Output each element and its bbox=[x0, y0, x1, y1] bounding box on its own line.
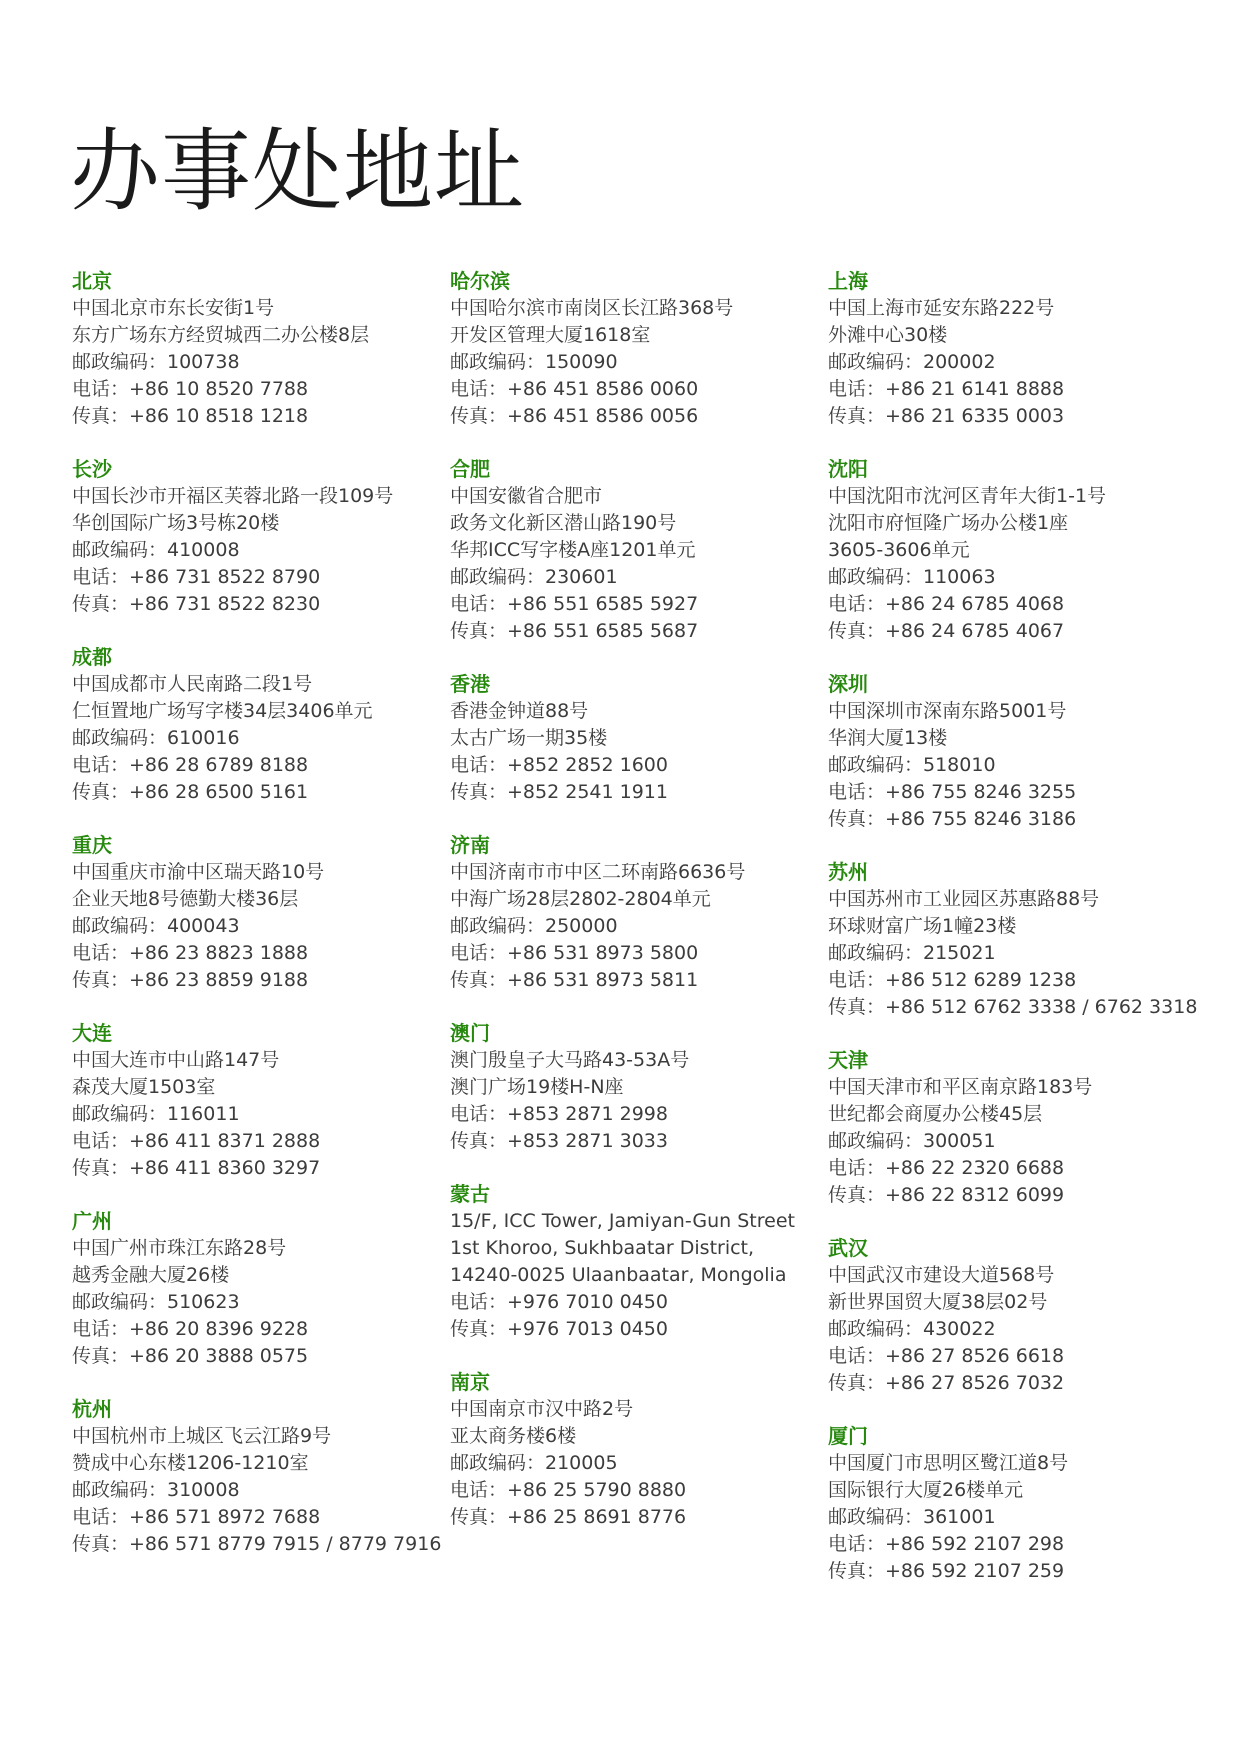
office-address-line: 邮政编码：250000 bbox=[450, 915, 618, 937]
office-address-line: 传真：+86 451 8586 0056 bbox=[450, 405, 699, 427]
office-address-line: 政务文化新区潜山路190号 bbox=[450, 512, 677, 534]
office-city-heading: 济南 bbox=[450, 833, 490, 857]
office-block bbox=[828, 1423, 1228, 1585]
office-address-line: 电话：+86 551 6585 5927 bbox=[450, 593, 699, 615]
office-block bbox=[450, 832, 810, 994]
office-address-line: 传真：+852 2541 1911 bbox=[450, 781, 668, 803]
office-address-line: 电话：+86 571 8972 7688 bbox=[72, 1506, 321, 1528]
office-block bbox=[72, 644, 432, 806]
office-address-line: 邮政编码：230601 bbox=[450, 566, 618, 588]
office-column-2 bbox=[450, 268, 810, 1557]
office-address-line: 电话：+86 20 8396 9228 bbox=[72, 1318, 309, 1340]
office-address-line: 华邦ICC写字楼A座1201单元 bbox=[450, 539, 696, 561]
office-address-line: 中国沈阳市沈河区青年大街1-1号 bbox=[828, 485, 1107, 507]
office-address-line: 电话：+86 25 5790 8880 bbox=[450, 1479, 687, 1501]
office-address-line: 邮政编码：116011 bbox=[72, 1103, 240, 1125]
office-address-line: 电话：+86 28 6789 8188 bbox=[72, 754, 309, 776]
office-city-heading: 澳门 bbox=[450, 1021, 490, 1045]
office-city-heading: 蒙古 bbox=[450, 1182, 490, 1206]
office-address-line: 传真：+86 20 3888 0575 bbox=[72, 1345, 309, 1367]
office-city-heading: 北京 bbox=[72, 269, 112, 293]
office-address-line: 邮政编码：110063 bbox=[828, 566, 996, 588]
office-address-line: 中国南京市汉中路2号 bbox=[450, 1398, 634, 1420]
office-address-line: 传真：+86 411 8360 3297 bbox=[72, 1157, 321, 1179]
office-address-line: 中国安徽省合肥市 bbox=[450, 485, 603, 507]
office-address-line: 邮政编码：510623 bbox=[72, 1291, 240, 1313]
office-address-line: 香港金钟道88号 bbox=[450, 700, 589, 722]
office-address-line: 邮政编码：300051 bbox=[828, 1130, 996, 1152]
office-address-line: 电话：+86 755 8246 3255 bbox=[828, 781, 1077, 803]
office-address-line: 邮政编码：100738 bbox=[72, 351, 240, 373]
office-address-line: 国际银行大厦26楼单元 bbox=[828, 1479, 1024, 1501]
office-address-line: 中国重庆市渝中区瑞天路10号 bbox=[72, 861, 325, 883]
office-address-line: 澳门广场19楼H-N座 bbox=[450, 1076, 624, 1098]
office-address-line: 中国大连市中山路147号 bbox=[72, 1049, 280, 1071]
office-block bbox=[72, 268, 432, 430]
office-city-heading: 广州 bbox=[72, 1209, 112, 1233]
office-block bbox=[72, 1396, 442, 1558]
office-address-line: 中国哈尔滨市南岗区长江路368号 bbox=[450, 297, 734, 319]
office-address-line: 电话：+86 21 6141 8888 bbox=[828, 378, 1065, 400]
office-address-line: 传真：+86 25 8691 8776 bbox=[450, 1506, 687, 1528]
office-address-line: 邮政编码：215021 bbox=[828, 942, 996, 964]
office-address-line: 邮政编码：400043 bbox=[72, 915, 240, 937]
office-block bbox=[828, 671, 1228, 833]
office-address-line: 森茂大厦1503室 bbox=[72, 1076, 216, 1098]
office-address-line: 3605-3606单元 bbox=[828, 539, 970, 561]
office-block bbox=[828, 268, 1228, 430]
office-address-line: 传真：+86 21 6335 0003 bbox=[828, 405, 1065, 427]
office-address-line: 传真：+976 7013 0450 bbox=[450, 1318, 668, 1340]
office-address-line: 电话：+86 731 8522 8790 bbox=[72, 566, 321, 588]
office-address-line: 传真：+86 23 8859 9188 bbox=[72, 969, 309, 991]
office-address-line: 邮政编码：200002 bbox=[828, 351, 996, 373]
office-city-heading: 大连 bbox=[72, 1021, 112, 1045]
office-address-line: 15/F, ICC Tower, Jamiyan-Gun Street bbox=[450, 1210, 795, 1232]
office-address-line: 邮政编码：210005 bbox=[450, 1452, 618, 1474]
office-address-line: 中国成都市人民南路二段1号 bbox=[72, 673, 313, 695]
office-city-heading: 哈尔滨 bbox=[450, 269, 510, 293]
office-city-heading: 天津 bbox=[828, 1048, 868, 1072]
office-address-line: 电话：+86 24 6785 4068 bbox=[828, 593, 1065, 615]
office-address-line: 仁恒置地广场写字楼34层3406单元 bbox=[72, 700, 373, 722]
office-address-line: 邮政编码：150090 bbox=[450, 351, 618, 373]
office-address-line: 中国天津市和平区南京路183号 bbox=[828, 1076, 1093, 1098]
office-address-line: 邮政编码：310008 bbox=[72, 1479, 240, 1501]
office-address-line: 开发区管理大厦1618室 bbox=[450, 324, 651, 346]
office-block bbox=[72, 1020, 432, 1182]
office-block bbox=[450, 456, 810, 645]
office-address-line: 传真：+86 28 6500 5161 bbox=[72, 781, 309, 803]
office-address-line: 传真：+86 755 8246 3186 bbox=[828, 808, 1077, 830]
office-address-line: 传真：+86 512 6762 3338 / 6762 3318 bbox=[828, 996, 1198, 1018]
office-address-line: 外滩中心30楼 bbox=[828, 324, 948, 346]
office-address-line: 东方广场东方经贸城西二办公楼8层 bbox=[72, 324, 370, 346]
office-address-line: 赞成中心东楼1206-1210室 bbox=[72, 1452, 309, 1474]
office-address-line: 14240-0025 Ulaanbaatar, Mongolia bbox=[450, 1264, 787, 1286]
office-address-line: 电话：+86 411 8371 2888 bbox=[72, 1130, 321, 1152]
office-address-line: 中国长沙市开福区芙蓉北路一段109号 bbox=[72, 485, 394, 507]
office-address-line: 太古广场一期35楼 bbox=[450, 727, 608, 749]
office-city-heading: 杭州 bbox=[72, 1397, 112, 1421]
office-address-line: 传真：+86 551 6585 5687 bbox=[450, 620, 699, 642]
office-address-line: 电话：+86 10 8520 7788 bbox=[72, 378, 309, 400]
office-address-line: 邮政编码：430022 bbox=[828, 1318, 996, 1340]
office-address-line: 电话：+86 27 8526 6618 bbox=[828, 1345, 1065, 1367]
office-address-line: 传真：+853 2871 3033 bbox=[450, 1130, 668, 1152]
office-address-line: 传真：+86 731 8522 8230 bbox=[72, 593, 321, 615]
office-address-line: 企业天地8号德勤大楼36层 bbox=[72, 888, 299, 910]
office-city-heading: 上海 bbox=[828, 269, 868, 293]
office-city-heading: 长沙 bbox=[72, 457, 112, 481]
office-address-line: 中国杭州市上城区飞云江路9号 bbox=[72, 1425, 332, 1447]
office-block bbox=[828, 1235, 1228, 1397]
office-address-line: 亚太商务楼6楼 bbox=[450, 1425, 577, 1447]
office-address-line: 环球财富广场1幢23楼 bbox=[828, 915, 1017, 937]
office-address-line: 华润大厦13楼 bbox=[828, 727, 948, 749]
office-city-heading: 南京 bbox=[450, 1370, 490, 1394]
office-block bbox=[72, 456, 432, 618]
office-block bbox=[72, 832, 432, 994]
office-address-line: 中海广场28层2802-2804单元 bbox=[450, 888, 711, 910]
office-city-heading: 武汉 bbox=[828, 1236, 868, 1260]
office-block bbox=[450, 1369, 810, 1531]
office-block bbox=[450, 268, 810, 430]
office-address-line: 邮政编码：361001 bbox=[828, 1506, 996, 1528]
office-address-line: 中国上海市延安东路222号 bbox=[828, 297, 1055, 319]
office-city-heading: 香港 bbox=[450, 672, 490, 696]
office-address-line: 中国广州市珠江东路28号 bbox=[72, 1237, 287, 1259]
office-city-heading: 苏州 bbox=[828, 860, 868, 884]
office-address-line: 电话：+86 592 2107 298 bbox=[828, 1533, 1065, 1555]
office-address-line: 邮政编码：610016 bbox=[72, 727, 240, 749]
office-address-line: 沈阳市府恒隆广场办公楼1座 bbox=[828, 512, 1069, 534]
office-address-line: 越秀金融大厦26楼 bbox=[72, 1264, 230, 1286]
office-address-line: 传真：+86 571 8779 7915 / 8779 7916 bbox=[72, 1533, 442, 1555]
office-address-line: 华创国际广场3号栋20楼 bbox=[72, 512, 280, 534]
office-block bbox=[72, 1208, 432, 1370]
office-city-heading: 厦门 bbox=[828, 1424, 868, 1448]
office-block bbox=[450, 1020, 810, 1155]
office-address-line: 传真：+86 10 8518 1218 bbox=[72, 405, 309, 427]
office-block bbox=[450, 1181, 810, 1343]
office-city-heading: 重庆 bbox=[72, 833, 112, 857]
office-address-line: 传真：+86 531 8973 5811 bbox=[450, 969, 699, 991]
office-city-heading: 合肥 bbox=[450, 457, 490, 481]
office-address-line: 世纪都会商厦办公楼45层 bbox=[828, 1103, 1043, 1125]
office-address-line: 传真：+86 592 2107 259 bbox=[828, 1560, 1065, 1582]
office-address-line: 新世界国贸大厦38层02号 bbox=[828, 1291, 1048, 1313]
office-column-1 bbox=[72, 268, 442, 1584]
office-address-line: 电话：+86 451 8586 0060 bbox=[450, 378, 699, 400]
office-address-line: 中国武汉市建设大道568号 bbox=[828, 1264, 1055, 1286]
office-address-line: 邮政编码：518010 bbox=[828, 754, 996, 776]
office-address-line: 中国深圳市深南东路5001号 bbox=[828, 700, 1067, 722]
page-title: 办事处地址 bbox=[70, 119, 525, 224]
office-address-line: 中国北京市东长安街1号 bbox=[72, 297, 275, 319]
office-city-heading: 沈阳 bbox=[828, 457, 868, 481]
office-address-line: 澳门殷皇子大马路43-53A号 bbox=[450, 1049, 690, 1071]
office-address-line: 电话：+976 7010 0450 bbox=[450, 1291, 668, 1313]
office-column-3 bbox=[828, 268, 1228, 1611]
office-address-line: 中国厦门市思明区鹭江道8号 bbox=[828, 1452, 1069, 1474]
office-address-line: 邮政编码：410008 bbox=[72, 539, 240, 561]
office-city-heading: 成都 bbox=[72, 645, 112, 669]
office-block bbox=[450, 671, 810, 806]
office-address-line: 电话：+86 531 8973 5800 bbox=[450, 942, 699, 964]
office-address-line: 传真：+86 24 6785 4067 bbox=[828, 620, 1065, 642]
office-address-line: 中国济南市市中区二环南路6636号 bbox=[450, 861, 746, 883]
office-address-line: 传真：+86 27 8526 7032 bbox=[828, 1372, 1065, 1394]
office-address-line: 电话：+86 22 2320 6688 bbox=[828, 1157, 1065, 1179]
office-block bbox=[828, 859, 1228, 1021]
office-city-heading: 深圳 bbox=[828, 672, 868, 696]
office-block bbox=[828, 1047, 1228, 1209]
office-block bbox=[828, 456, 1228, 645]
office-address-line: 电话：+86 23 8823 1888 bbox=[72, 942, 309, 964]
office-address-line: 1st Khoroo, Sukhbaatar District, bbox=[450, 1237, 755, 1259]
office-address-line: 电话：+852 2852 1600 bbox=[450, 754, 668, 776]
office-address-line: 传真：+86 22 8312 6099 bbox=[828, 1184, 1065, 1206]
office-address-line: 电话：+853 2871 2998 bbox=[450, 1103, 668, 1125]
office-address-line: 中国苏州市工业园区苏惠路88号 bbox=[828, 888, 1100, 910]
office-address-line: 电话：+86 512 6289 1238 bbox=[828, 969, 1077, 991]
